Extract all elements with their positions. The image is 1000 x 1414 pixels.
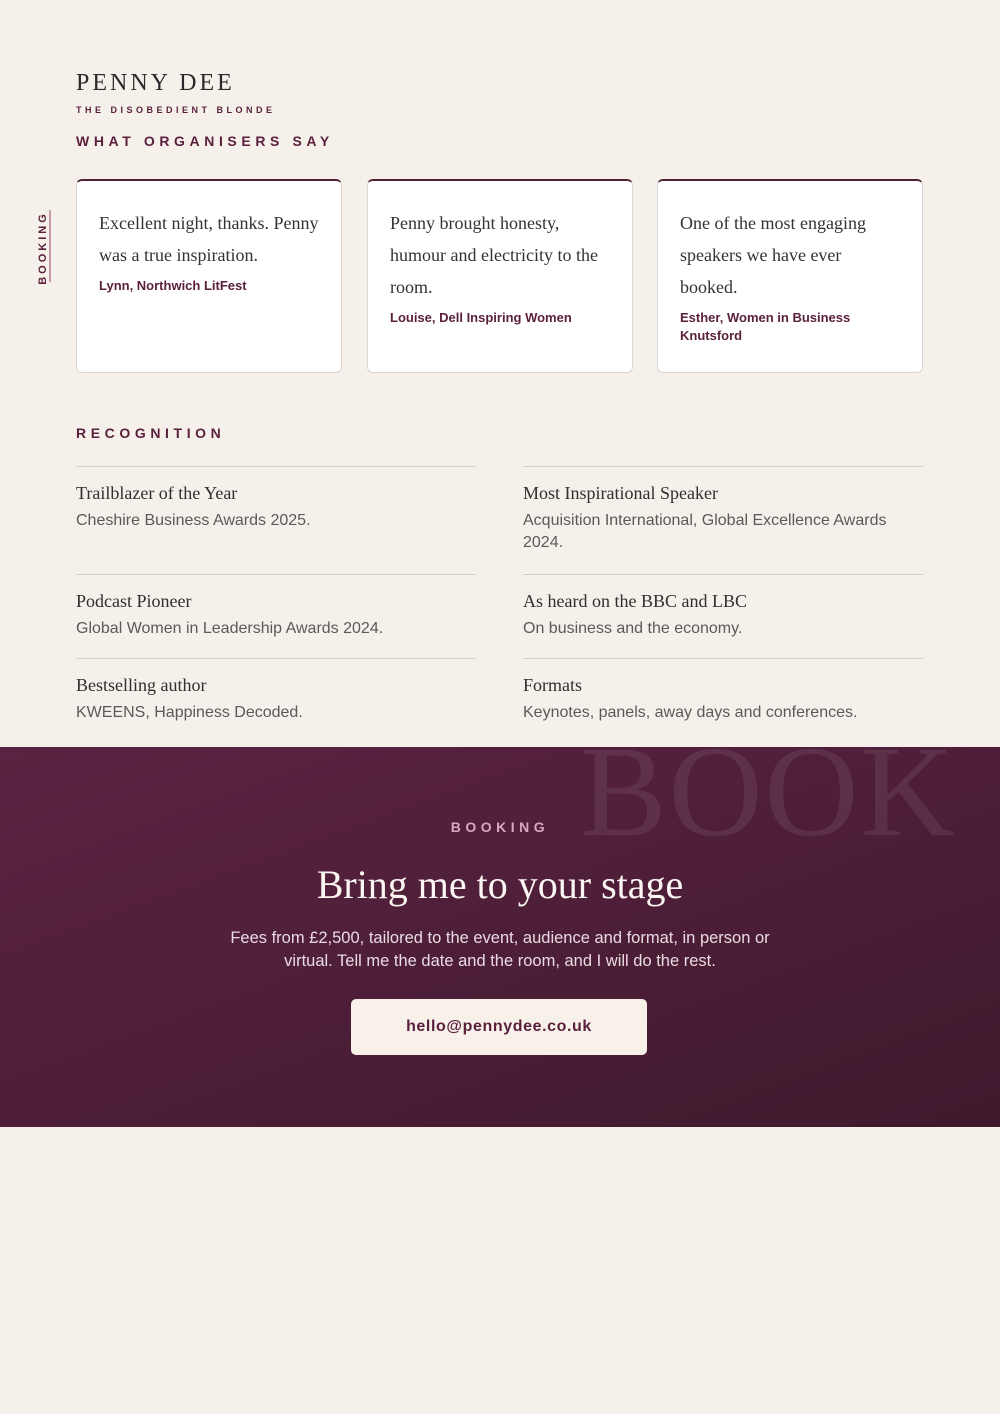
testimonial-quote: Penny brought honesty, humour and electricity to the room. bbox=[390, 213, 598, 297]
recognition-desc: Acquisition International, Global Excellence Awards 2024. bbox=[523, 512, 887, 551]
recognition-heading: RECOGNITION bbox=[76, 425, 226, 441]
booking-watermark: BOOK bbox=[580, 747, 957, 864]
booking-title: Bring me to your stage bbox=[316, 862, 684, 907]
testimonial-quote: One of the most engaging speakers we have ever booked. bbox=[680, 213, 866, 297]
side-tab-bar bbox=[49, 210, 51, 282]
recognition-item bbox=[76, 466, 476, 532]
recognition-title: Podcast Pioneer bbox=[76, 591, 192, 611]
recognition-title: Formats bbox=[523, 675, 583, 695]
testimonial-author: Lynn, Northwich LitFest bbox=[99, 278, 247, 293]
recognition-title: Bestselling author bbox=[76, 675, 207, 695]
recognition-item bbox=[76, 658, 476, 724]
recognition-desc: Keynotes, panels, away days and conferences. bbox=[523, 704, 858, 721]
recognition-desc: On business and the economy. bbox=[523, 620, 743, 637]
booking-section bbox=[0, 747, 1000, 1127]
recognition-desc: Cheshire Business Awards 2025. bbox=[76, 512, 311, 529]
recognition-item bbox=[76, 574, 476, 640]
testimonial-author: Esther, Women in Business Knutsford bbox=[680, 310, 851, 343]
testimonial-card bbox=[657, 179, 923, 373]
booking-description: Fees from £2,500, tailored to the event, audience and format, in person or virtual. Tell me the date and the room, and I will do the rest. bbox=[230, 929, 770, 970]
recognition-item bbox=[523, 574, 923, 640]
email-button[interactable]: hello@pennydee.co.uk bbox=[351, 999, 647, 1055]
side-booking-tab[interactable] bbox=[33, 206, 53, 296]
recognition-title: Trailblazer of the Year bbox=[76, 483, 238, 503]
brand-name: PENNY DEE bbox=[76, 70, 235, 96]
testimonials-heading: WHAT ORGANISERS SAY bbox=[76, 133, 334, 149]
testimonial-card bbox=[76, 179, 342, 373]
testimonial-quote: Excellent night, thanks. Penny was a true inspiration. bbox=[99, 213, 319, 265]
booking-label: BOOKING bbox=[450, 819, 550, 835]
recognition-item bbox=[523, 658, 923, 724]
recognition-title: Most Inspirational Speaker bbox=[523, 483, 718, 503]
recognition-desc: Global Women in Leadership Awards 2024. bbox=[76, 620, 384, 637]
recognition-item bbox=[523, 466, 923, 554]
brand-tagline: THE DISOBEDIENT BLONDE bbox=[76, 105, 276, 115]
testimonial-card bbox=[367, 179, 633, 373]
recognition-desc: KWEENS, Happiness Decoded. bbox=[76, 704, 303, 721]
side-tab-label: BOOKING bbox=[37, 211, 49, 285]
recognition-title: As heard on the BBC and LBC bbox=[523, 591, 747, 611]
testimonial-author: Louise, Dell Inspiring Women bbox=[390, 310, 572, 325]
